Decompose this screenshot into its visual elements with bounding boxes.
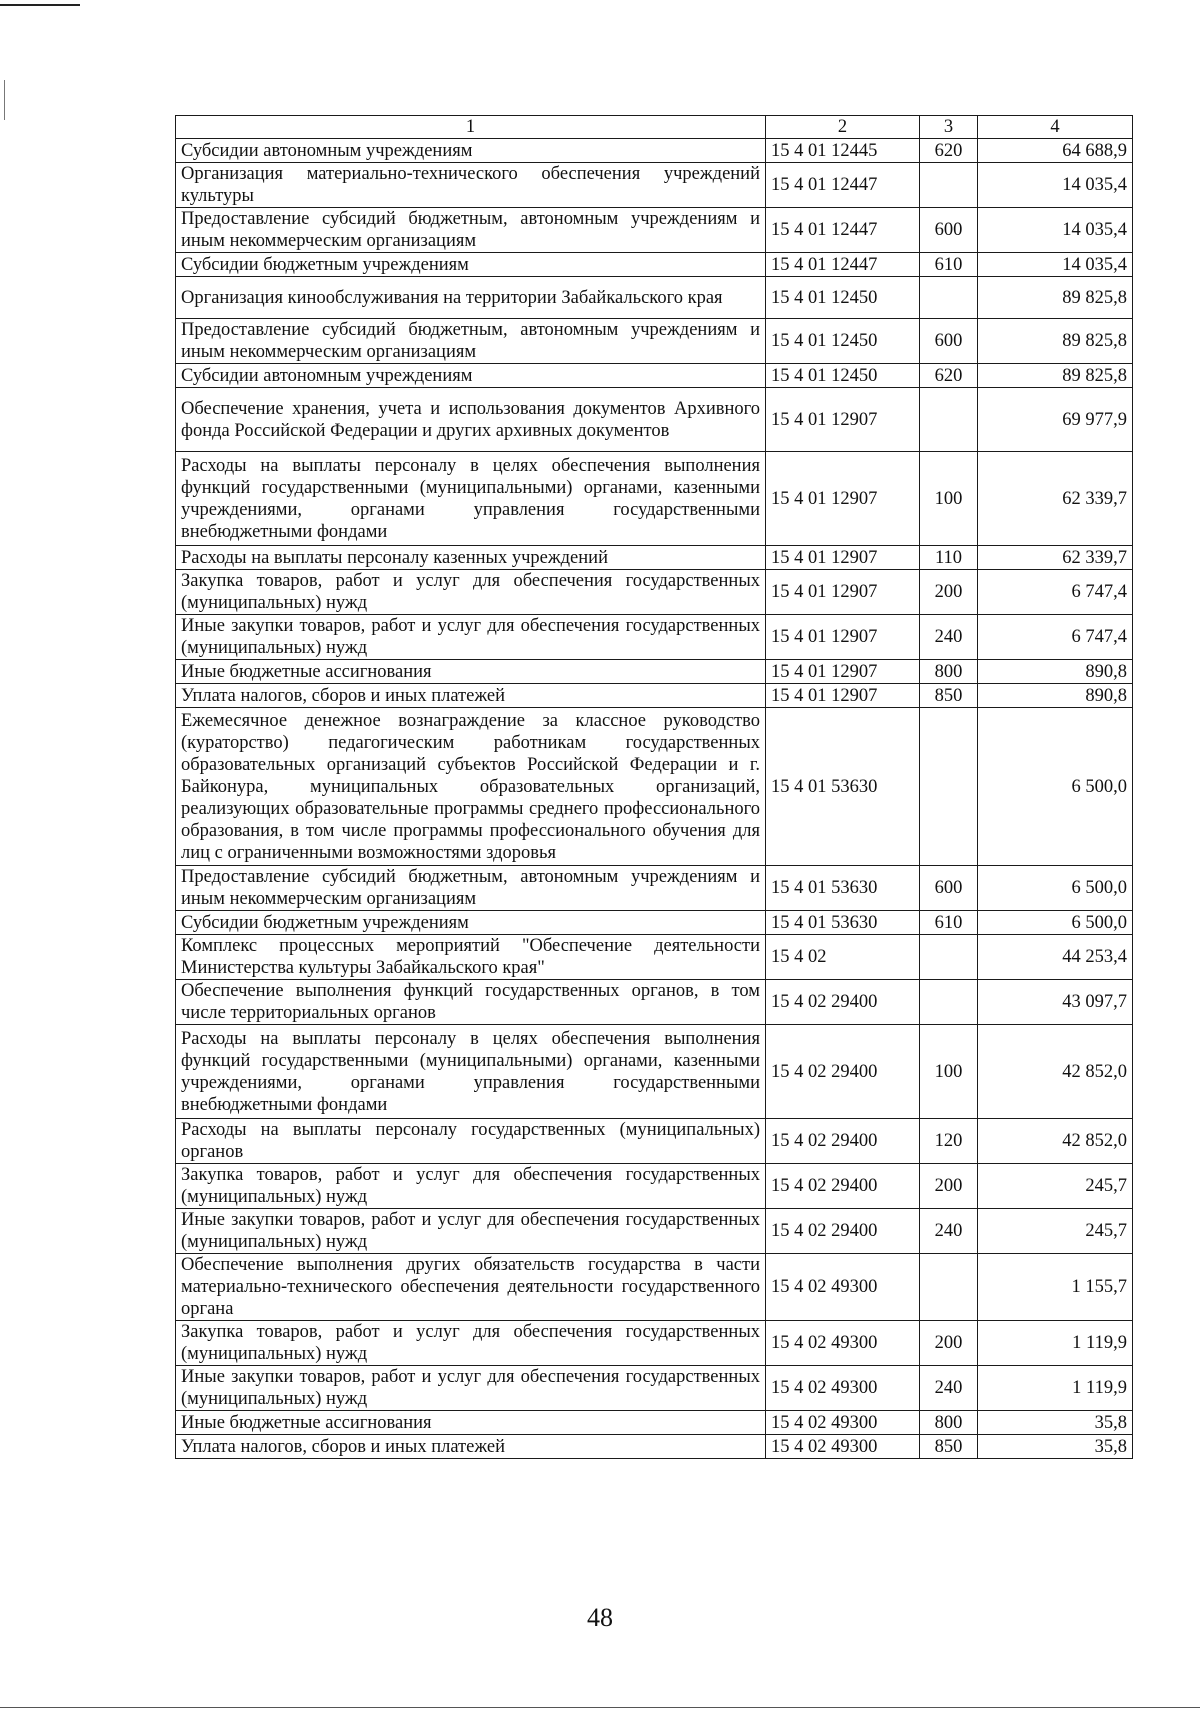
row-expense-type — [920, 980, 978, 1025]
table-row — [176, 615, 1133, 660]
row-expense-type: 850 — [920, 1435, 978, 1459]
row-amount: 6 500,0 — [978, 708, 1133, 866]
row-amount: 890,8 — [978, 660, 1133, 684]
table-row — [176, 1164, 1133, 1209]
column-number-2: 2 — [766, 116, 920, 139]
column-number-3: 3 — [920, 116, 978, 139]
row-expense-type: 600 — [920, 208, 978, 253]
row-amount: 890,8 — [978, 684, 1133, 708]
row-amount: 69 977,9 — [978, 388, 1133, 452]
row-amount: 1 119,9 — [978, 1321, 1133, 1366]
row-code: 15 4 01 12907 — [766, 570, 920, 615]
row-expense-type: 610 — [920, 253, 978, 277]
row-expense-type: 100 — [920, 1025, 978, 1119]
row-expense-type: 200 — [920, 1321, 978, 1366]
table-row — [176, 319, 1133, 364]
row-code: 15 4 01 53630 — [766, 866, 920, 911]
table-row — [176, 684, 1133, 708]
row-code: 15 4 02 — [766, 935, 920, 980]
row-amount: 42 852,0 — [978, 1119, 1133, 1164]
row-code: 15 4 01 12447 — [766, 253, 920, 277]
row-code: 15 4 01 12907 — [766, 684, 920, 708]
table-row — [176, 1366, 1133, 1411]
row-expense-type: 850 — [920, 684, 978, 708]
row-code: 15 4 01 12447 — [766, 208, 920, 253]
table-row — [176, 139, 1133, 163]
row-amount: 14 035,4 — [978, 208, 1133, 253]
row-expense-type: 200 — [920, 1164, 978, 1209]
page-number: 48 — [587, 1603, 613, 1632]
row-amount: 89 825,8 — [978, 277, 1133, 319]
row-code: 15 4 02 49300 — [766, 1366, 920, 1411]
row-amount: 35,8 — [978, 1435, 1133, 1459]
row-name: Иные закупки товаров, работ и услуг для обеспечения государственных (муниципальных) нужд — [176, 615, 766, 660]
table-row — [176, 364, 1133, 388]
row-code: 15 4 01 53630 — [766, 911, 920, 935]
row-amount: 89 825,8 — [978, 364, 1133, 388]
row-name: Обеспечение выполнения функций государственных органов, в том числе территориальных органов — [176, 980, 766, 1025]
row-code: 15 4 01 12907 — [766, 546, 920, 570]
row-code: 15 4 02 29400 — [766, 980, 920, 1025]
row-amount: 1 155,7 — [978, 1254, 1133, 1321]
table-row — [176, 911, 1133, 935]
row-expense-type — [920, 935, 978, 980]
row-name: Расходы на выплаты персоналу в целях обеспечения выполнения функций государственными (муниципальными) органами, казенными учреждениями, органами управления государственными внебюджетными фондами — [176, 1025, 766, 1119]
row-expense-type: 800 — [920, 660, 978, 684]
column-number-4: 4 — [978, 116, 1133, 139]
row-amount: 44 253,4 — [978, 935, 1133, 980]
scan-edge-rule — [0, 4, 80, 6]
table-row — [176, 1254, 1133, 1321]
table-row — [176, 660, 1133, 684]
row-amount: 245,7 — [978, 1164, 1133, 1209]
row-name: Обеспечение выполнения других обязательств государства в части материально-технического обеспечения деятельности государственного органа — [176, 1254, 766, 1321]
table-row — [176, 277, 1133, 319]
row-amount: 6 500,0 — [978, 911, 1133, 935]
column-number-1: 1 — [176, 116, 766, 139]
row-code: 15 4 02 29400 — [766, 1209, 920, 1254]
row-expense-type: 620 — [920, 139, 978, 163]
row-name: Расходы на выплаты персоналу казенных учреждений — [176, 546, 766, 570]
table-row — [176, 253, 1133, 277]
table-row — [176, 1025, 1133, 1119]
row-expense-type: 800 — [920, 1411, 978, 1435]
row-name: Обеспечение хранения, учета и использования документов Архивного фонда Российской Федерации и других архивных документов — [176, 388, 766, 452]
row-name: Иные бюджетные ассигнования — [176, 660, 766, 684]
row-expense-type — [920, 277, 978, 319]
scan-bottom-edge — [0, 1707, 1200, 1708]
row-expense-type: 610 — [920, 911, 978, 935]
row-name: Уплата налогов, сборов и иных платежей — [176, 684, 766, 708]
row-expense-type: 110 — [920, 546, 978, 570]
table-row — [176, 1411, 1133, 1435]
row-name: Субсидии бюджетным учреждениям — [176, 911, 766, 935]
row-name: Субсидии автономным учреждениям — [176, 364, 766, 388]
row-expense-type — [920, 708, 978, 866]
row-expense-type: 600 — [920, 866, 978, 911]
table-row — [176, 388, 1133, 452]
row-name: Закупка товаров, работ и услуг для обеспечения государственных (муниципальных) нужд — [176, 570, 766, 615]
row-expense-type: 620 — [920, 364, 978, 388]
row-code: 15 4 01 12450 — [766, 319, 920, 364]
row-code: 15 4 02 49300 — [766, 1411, 920, 1435]
row-amount: 1 119,9 — [978, 1366, 1133, 1411]
table-row — [176, 935, 1133, 980]
row-code: 15 4 01 12450 — [766, 277, 920, 319]
row-amount: 89 825,8 — [978, 319, 1133, 364]
row-amount: 62 339,7 — [978, 546, 1133, 570]
row-amount: 14 035,4 — [978, 253, 1133, 277]
row-expense-type: 600 — [920, 319, 978, 364]
row-name: Расходы на выплаты персоналу государственных (муниципальных) органов — [176, 1119, 766, 1164]
row-amount: 14 035,4 — [978, 163, 1133, 208]
row-code: 15 4 01 12450 — [766, 364, 920, 388]
table-header-row — [176, 116, 1133, 139]
row-name: Закупка товаров, работ и услуг для обеспечения государственных (муниципальных) нужд — [176, 1164, 766, 1209]
row-code: 15 4 01 53630 — [766, 708, 920, 866]
row-expense-type: 240 — [920, 1209, 978, 1254]
row-name: Субсидии бюджетным учреждениям — [176, 253, 766, 277]
table-row — [176, 163, 1133, 208]
table-row — [176, 452, 1133, 546]
table-row — [176, 546, 1133, 570]
row-amount: 62 339,7 — [978, 452, 1133, 546]
row-name: Предоставление субсидий бюджетным, автономным учреждениям и иным некоммерческим организациям — [176, 208, 766, 253]
row-name: Закупка товаров, работ и услуг для обеспечения государственных (муниципальных) нужд — [176, 1321, 766, 1366]
row-code: 15 4 02 29400 — [766, 1164, 920, 1209]
table-row — [176, 1321, 1133, 1366]
row-expense-type: 240 — [920, 1366, 978, 1411]
row-name: Предоставление субсидий бюджетным, автономным учреждениям и иным некоммерческим организациям — [176, 319, 766, 364]
row-code: 15 4 02 49300 — [766, 1321, 920, 1366]
row-name: Комплекс процессных мероприятий "Обеспечение деятельности Министерства культуры Забайкальского края" — [176, 935, 766, 980]
row-code: 15 4 02 29400 — [766, 1119, 920, 1164]
row-name: Субсидии автономным учреждениям — [176, 139, 766, 163]
row-code: 15 4 01 12907 — [766, 388, 920, 452]
table-row — [176, 570, 1133, 615]
table-row — [176, 980, 1133, 1025]
row-amount: 6 747,4 — [978, 570, 1133, 615]
row-code: 15 4 01 12445 — [766, 139, 920, 163]
row-expense-type: 200 — [920, 570, 978, 615]
row-code: 15 4 01 12447 — [766, 163, 920, 208]
row-expense-type: 240 — [920, 615, 978, 660]
row-expense-type — [920, 388, 978, 452]
row-name: Уплата налогов, сборов и иных платежей — [176, 1435, 766, 1459]
row-amount: 43 097,7 — [978, 980, 1133, 1025]
row-code: 15 4 02 49300 — [766, 1435, 920, 1459]
row-expense-type — [920, 163, 978, 208]
row-amount: 42 852,0 — [978, 1025, 1133, 1119]
row-code: 15 4 01 12907 — [766, 660, 920, 684]
row-expense-type: 100 — [920, 452, 978, 546]
row-name: Иные бюджетные ассигнования — [176, 1411, 766, 1435]
table-row — [176, 866, 1133, 911]
scan-edge-mark — [4, 80, 5, 120]
row-name: Организация материально-технического обеспечения учреждений культуры — [176, 163, 766, 208]
row-name: Расходы на выплаты персоналу в целях обеспечения выполнения функций государственными (муниципальными) органами, казенными учреждениями, органами управления государственными внебюджетными фондами — [176, 452, 766, 546]
row-amount: 64 688,9 — [978, 139, 1133, 163]
row-expense-type — [920, 1254, 978, 1321]
budget-table-body — [176, 116, 1133, 1459]
table-row — [176, 1435, 1133, 1459]
table-row — [176, 1119, 1133, 1164]
row-amount: 6 500,0 — [978, 866, 1133, 911]
row-name: Организация кинообслуживания на территории Забайкальского края — [176, 277, 766, 319]
row-name: Иные закупки товаров, работ и услуг для обеспечения государственных (муниципальных) нужд — [176, 1209, 766, 1254]
row-code: 15 4 02 29400 — [766, 1025, 920, 1119]
row-amount: 35,8 — [978, 1411, 1133, 1435]
row-amount: 245,7 — [978, 1209, 1133, 1254]
row-amount: 6 747,4 — [978, 615, 1133, 660]
row-code: 15 4 01 12907 — [766, 452, 920, 546]
row-expense-type: 120 — [920, 1119, 978, 1164]
row-name: Иные закупки товаров, работ и услуг для обеспечения государственных (муниципальных) нужд — [176, 1366, 766, 1411]
row-code: 15 4 01 12907 — [766, 615, 920, 660]
table-row — [176, 208, 1133, 253]
table-row — [176, 708, 1133, 866]
row-code: 15 4 02 49300 — [766, 1254, 920, 1321]
row-name: Ежемесячное денежное вознаграждение за классное руководство (кураторство) педагогическим работникам государственных образовательных организаций субъектов Российской Федерации и г. Байконура, муниципальных образовательных организаций, реализующих образовательные программы среднего профессионального образования, в том числе программы профессионального обучения для лиц с ограниченными возможностями здоровья — [176, 708, 766, 866]
budget-table — [175, 115, 1133, 1459]
row-name: Предоставление субсидий бюджетным, автономным учреждениям и иным некоммерческим организациям — [176, 866, 766, 911]
table-row — [176, 1209, 1133, 1254]
